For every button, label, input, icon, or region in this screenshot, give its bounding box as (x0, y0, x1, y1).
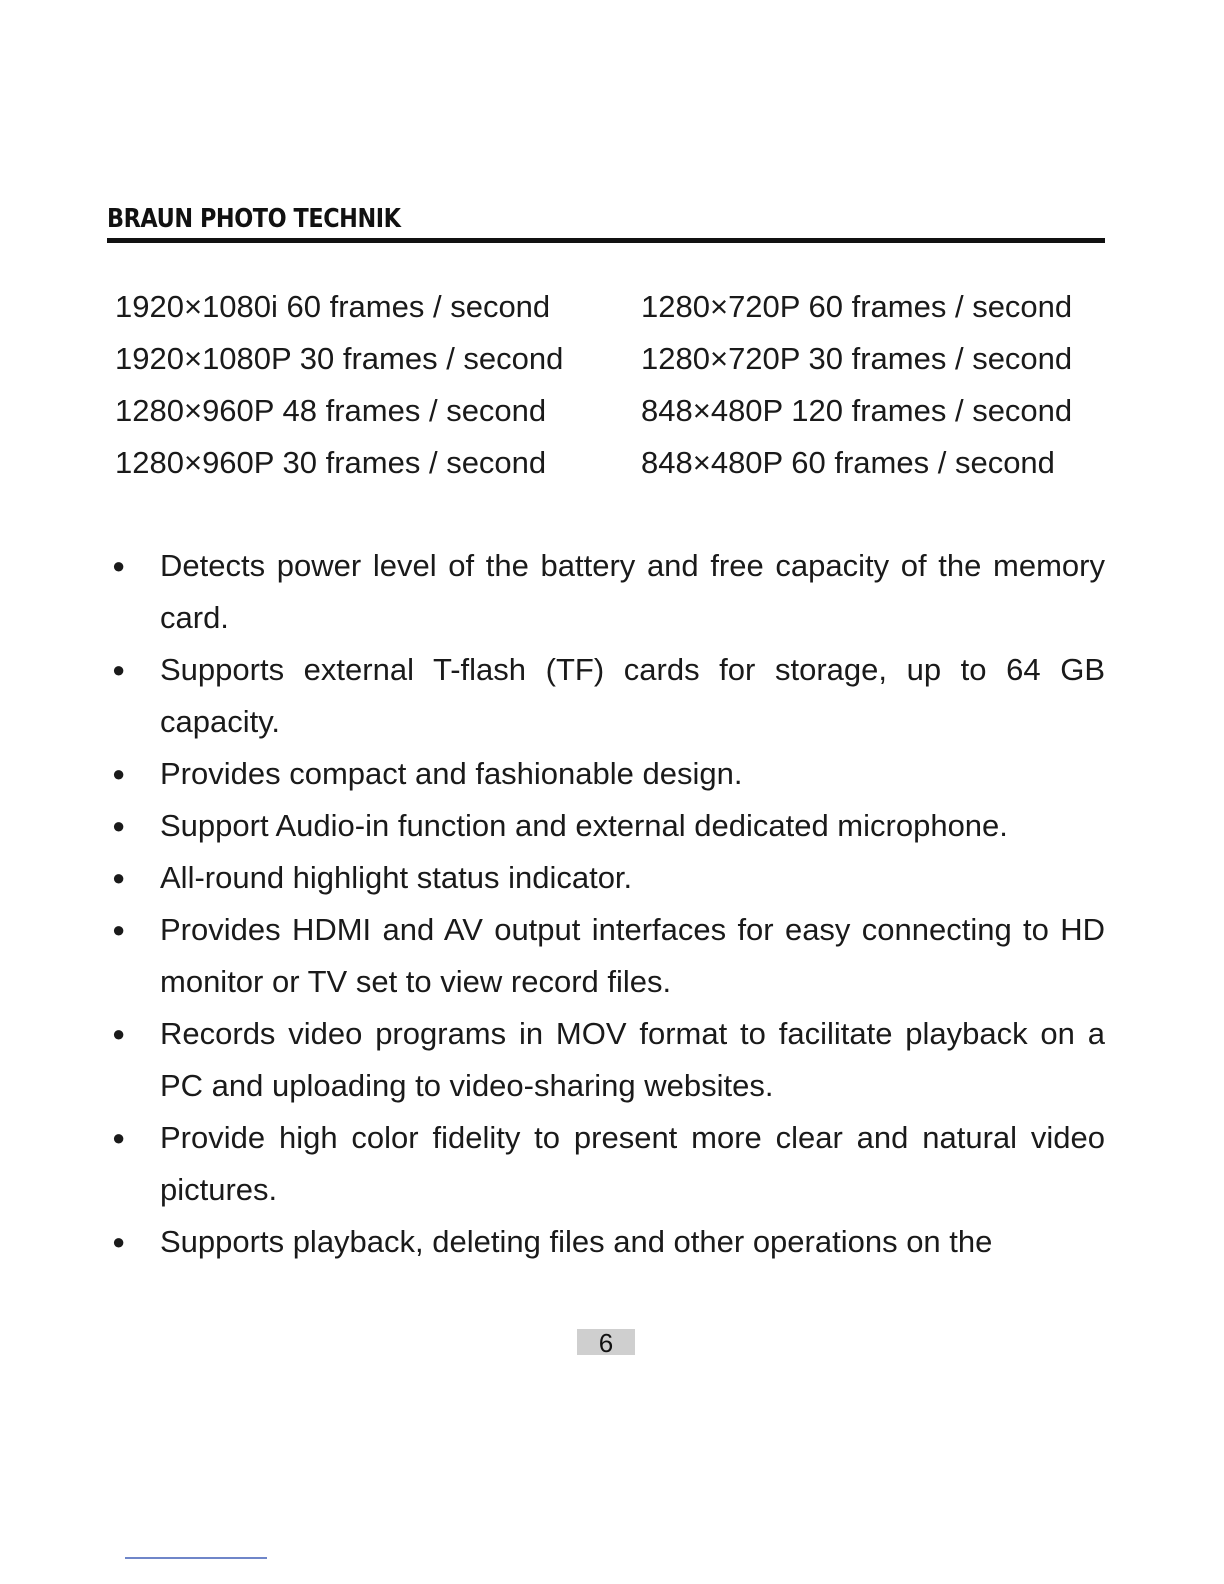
bullet-icon: ● (112, 813, 126, 838)
brand-header: BRAUN PHOTO TECHNIK (107, 204, 401, 234)
feature-text: All-round highlight status indicator. (160, 860, 633, 895)
feature-list (107, 540, 1105, 1268)
resolution-cell: 1280×960P 48 frames / second (115, 393, 547, 428)
feature-text: Provide high color fidelity to present more clear and natural video pictures. (160, 1120, 1105, 1207)
feature-text: Records video programs in MOV format to facilitate playback on a PC and uploading to video-sharing websites. (160, 1016, 1105, 1103)
page-number: 6 (577, 1329, 635, 1355)
resolution-cell: 1920×1080i 60 frames / second (115, 289, 551, 324)
resolution-row (115, 437, 1110, 489)
feature-item (107, 852, 1105, 904)
feature-item (107, 904, 1105, 1008)
feature-text: Supports external T-flash (TF) cards for storage, up to 64 GB capacity. (160, 652, 1105, 739)
header-rule (107, 238, 1105, 243)
feature-text: Supports playback, deleting files and other operations on the (160, 1224, 993, 1259)
feature-item (107, 540, 1105, 644)
feature-item (107, 748, 1105, 800)
resolution-row (115, 333, 1110, 385)
bullet-icon: ● (112, 1229, 126, 1254)
bullet-icon: ● (112, 1021, 126, 1046)
resolution-cell: 848×480P 60 frames / second (641, 445, 1055, 480)
feature-text: Provides compact and fashionable design. (160, 756, 743, 791)
resolution-cell: 1280×960P 30 frames / second (115, 445, 547, 480)
bullet-icon: ● (112, 1125, 126, 1150)
feature-text: Support Audio-in function and external dedicated microphone. (160, 808, 1008, 843)
bullet-icon: ● (112, 865, 126, 890)
resolution-table (115, 281, 1110, 489)
footer-divider (125, 1557, 267, 1559)
resolution-cell: 1280×720P 30 frames / second (641, 341, 1073, 376)
bullet-icon: ● (112, 657, 126, 682)
feature-item (107, 800, 1105, 852)
feature-item (107, 644, 1105, 748)
bullet-icon: ● (112, 761, 126, 786)
bullet-icon: ● (112, 553, 126, 578)
feature-item (107, 1112, 1105, 1216)
resolution-cell: 1920×1080P 30 frames / second (115, 341, 564, 376)
feature-text: Detects power level of the battery and free capacity of the memory card. (160, 548, 1105, 635)
bullet-icon: ● (112, 917, 126, 942)
feature-item (107, 1008, 1105, 1112)
feature-text: Provides HDMI and AV output interfaces for easy connecting to HD monitor or TV set to view record files. (160, 912, 1105, 999)
resolution-row (115, 281, 1110, 333)
feature-item (107, 1216, 1105, 1268)
resolution-cell: 848×480P 120 frames / second (641, 393, 1073, 428)
resolution-row (115, 385, 1110, 437)
resolution-cell: 1280×720P 60 frames / second (641, 289, 1073, 324)
